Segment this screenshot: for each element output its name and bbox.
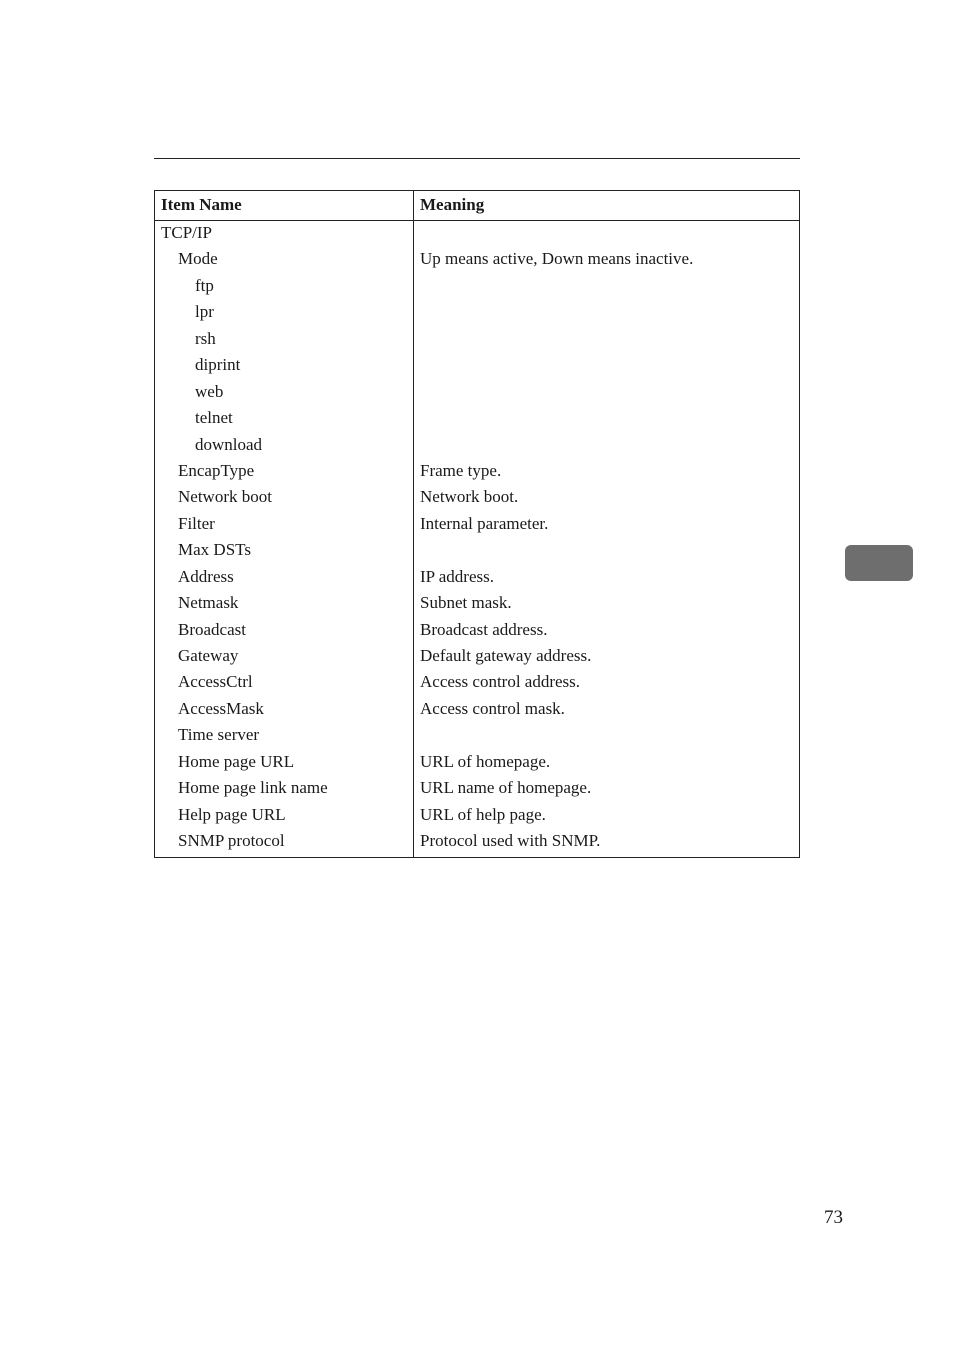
page-number: 73 [824, 1207, 843, 1228]
item-name-cell: ftp [195, 275, 214, 295]
meaning-cell: Protocol used with SNMP. [420, 831, 601, 851]
table-row [155, 828, 799, 854]
table-body [155, 220, 799, 855]
table-row [155, 722, 799, 748]
table-row [155, 511, 799, 537]
item-name-cell: SNMP protocol [178, 831, 285, 851]
table-row [155, 432, 799, 458]
chapter-tab-marker [845, 545, 913, 581]
item-name-cell: Help page URL [178, 804, 286, 824]
item-name-cell: AccessCtrl [178, 672, 253, 692]
meaning-cell: Network boot. [420, 487, 519, 507]
table-row [155, 405, 799, 431]
table-row [155, 590, 799, 616]
table-row [155, 802, 799, 828]
meaning-cell: URL of help page. [420, 804, 546, 824]
table-row [155, 749, 799, 775]
table-row [155, 775, 799, 801]
item-name-cell: lpr [195, 302, 214, 322]
item-name-cell: AccessMask [178, 698, 264, 718]
item-name-cell: Netmask [178, 593, 239, 613]
meaning-cell: Frame type. [420, 460, 502, 480]
meaning-cell: IP address. [420, 566, 494, 586]
meaning-cell: Internal parameter. [420, 513, 549, 533]
header-meaning: Meaning [420, 195, 485, 214]
meaning-cell: URL of homepage. [420, 751, 551, 771]
meaning-cell: Access control address. [420, 672, 581, 692]
item-name-cell: Home page link name [178, 778, 328, 798]
item-name-cell: EncapType [178, 460, 255, 480]
table-row [155, 273, 799, 299]
item-name-cell: Address [178, 566, 234, 586]
table-header-row [155, 191, 799, 221]
table-row [155, 484, 799, 510]
table-row [155, 669, 799, 695]
item-name-cell: Max DSTs [178, 540, 251, 560]
item-name-cell: telnet [195, 408, 233, 428]
meaning-cell: Up means active, Down means inactive. [420, 249, 694, 269]
meaning-cell: Default gateway address. [420, 646, 592, 665]
table-row [155, 352, 799, 378]
table-row [155, 617, 799, 643]
item-name-cell: Filter [178, 513, 215, 533]
item-name-cell: download [195, 434, 263, 454]
table-row [155, 458, 799, 484]
item-name-cell: rsh [195, 328, 216, 348]
item-name-cell: TCP/IP [161, 223, 213, 242]
item-name-cell: Network boot [178, 487, 272, 507]
item-name-cell: Mode [178, 249, 218, 269]
table-row [155, 643, 799, 669]
item-name-cell: Gateway [178, 646, 239, 665]
table-row [155, 564, 799, 590]
item-name-cell: web [195, 381, 224, 401]
header-rule [154, 158, 800, 159]
table-row [155, 246, 799, 272]
item-name-cell: diprint [195, 355, 241, 375]
table-row [155, 326, 799, 352]
item-name-cell: Broadcast [178, 619, 246, 639]
meaning-cell: URL name of homepage. [420, 778, 592, 798]
table-row [155, 696, 799, 722]
item-name-cell: Time server [178, 725, 260, 745]
item-meaning-table [154, 190, 800, 858]
table-row [155, 537, 799, 563]
table-row [155, 220, 799, 246]
meaning-cell: Broadcast address. [420, 619, 548, 639]
header-item-name: Item Name [161, 195, 242, 214]
table-row [155, 379, 799, 405]
item-name-cell: Home page URL [178, 751, 295, 771]
table-row [155, 299, 799, 325]
meaning-cell: Access control mask. [420, 698, 565, 718]
meaning-cell: Subnet mask. [420, 593, 512, 613]
